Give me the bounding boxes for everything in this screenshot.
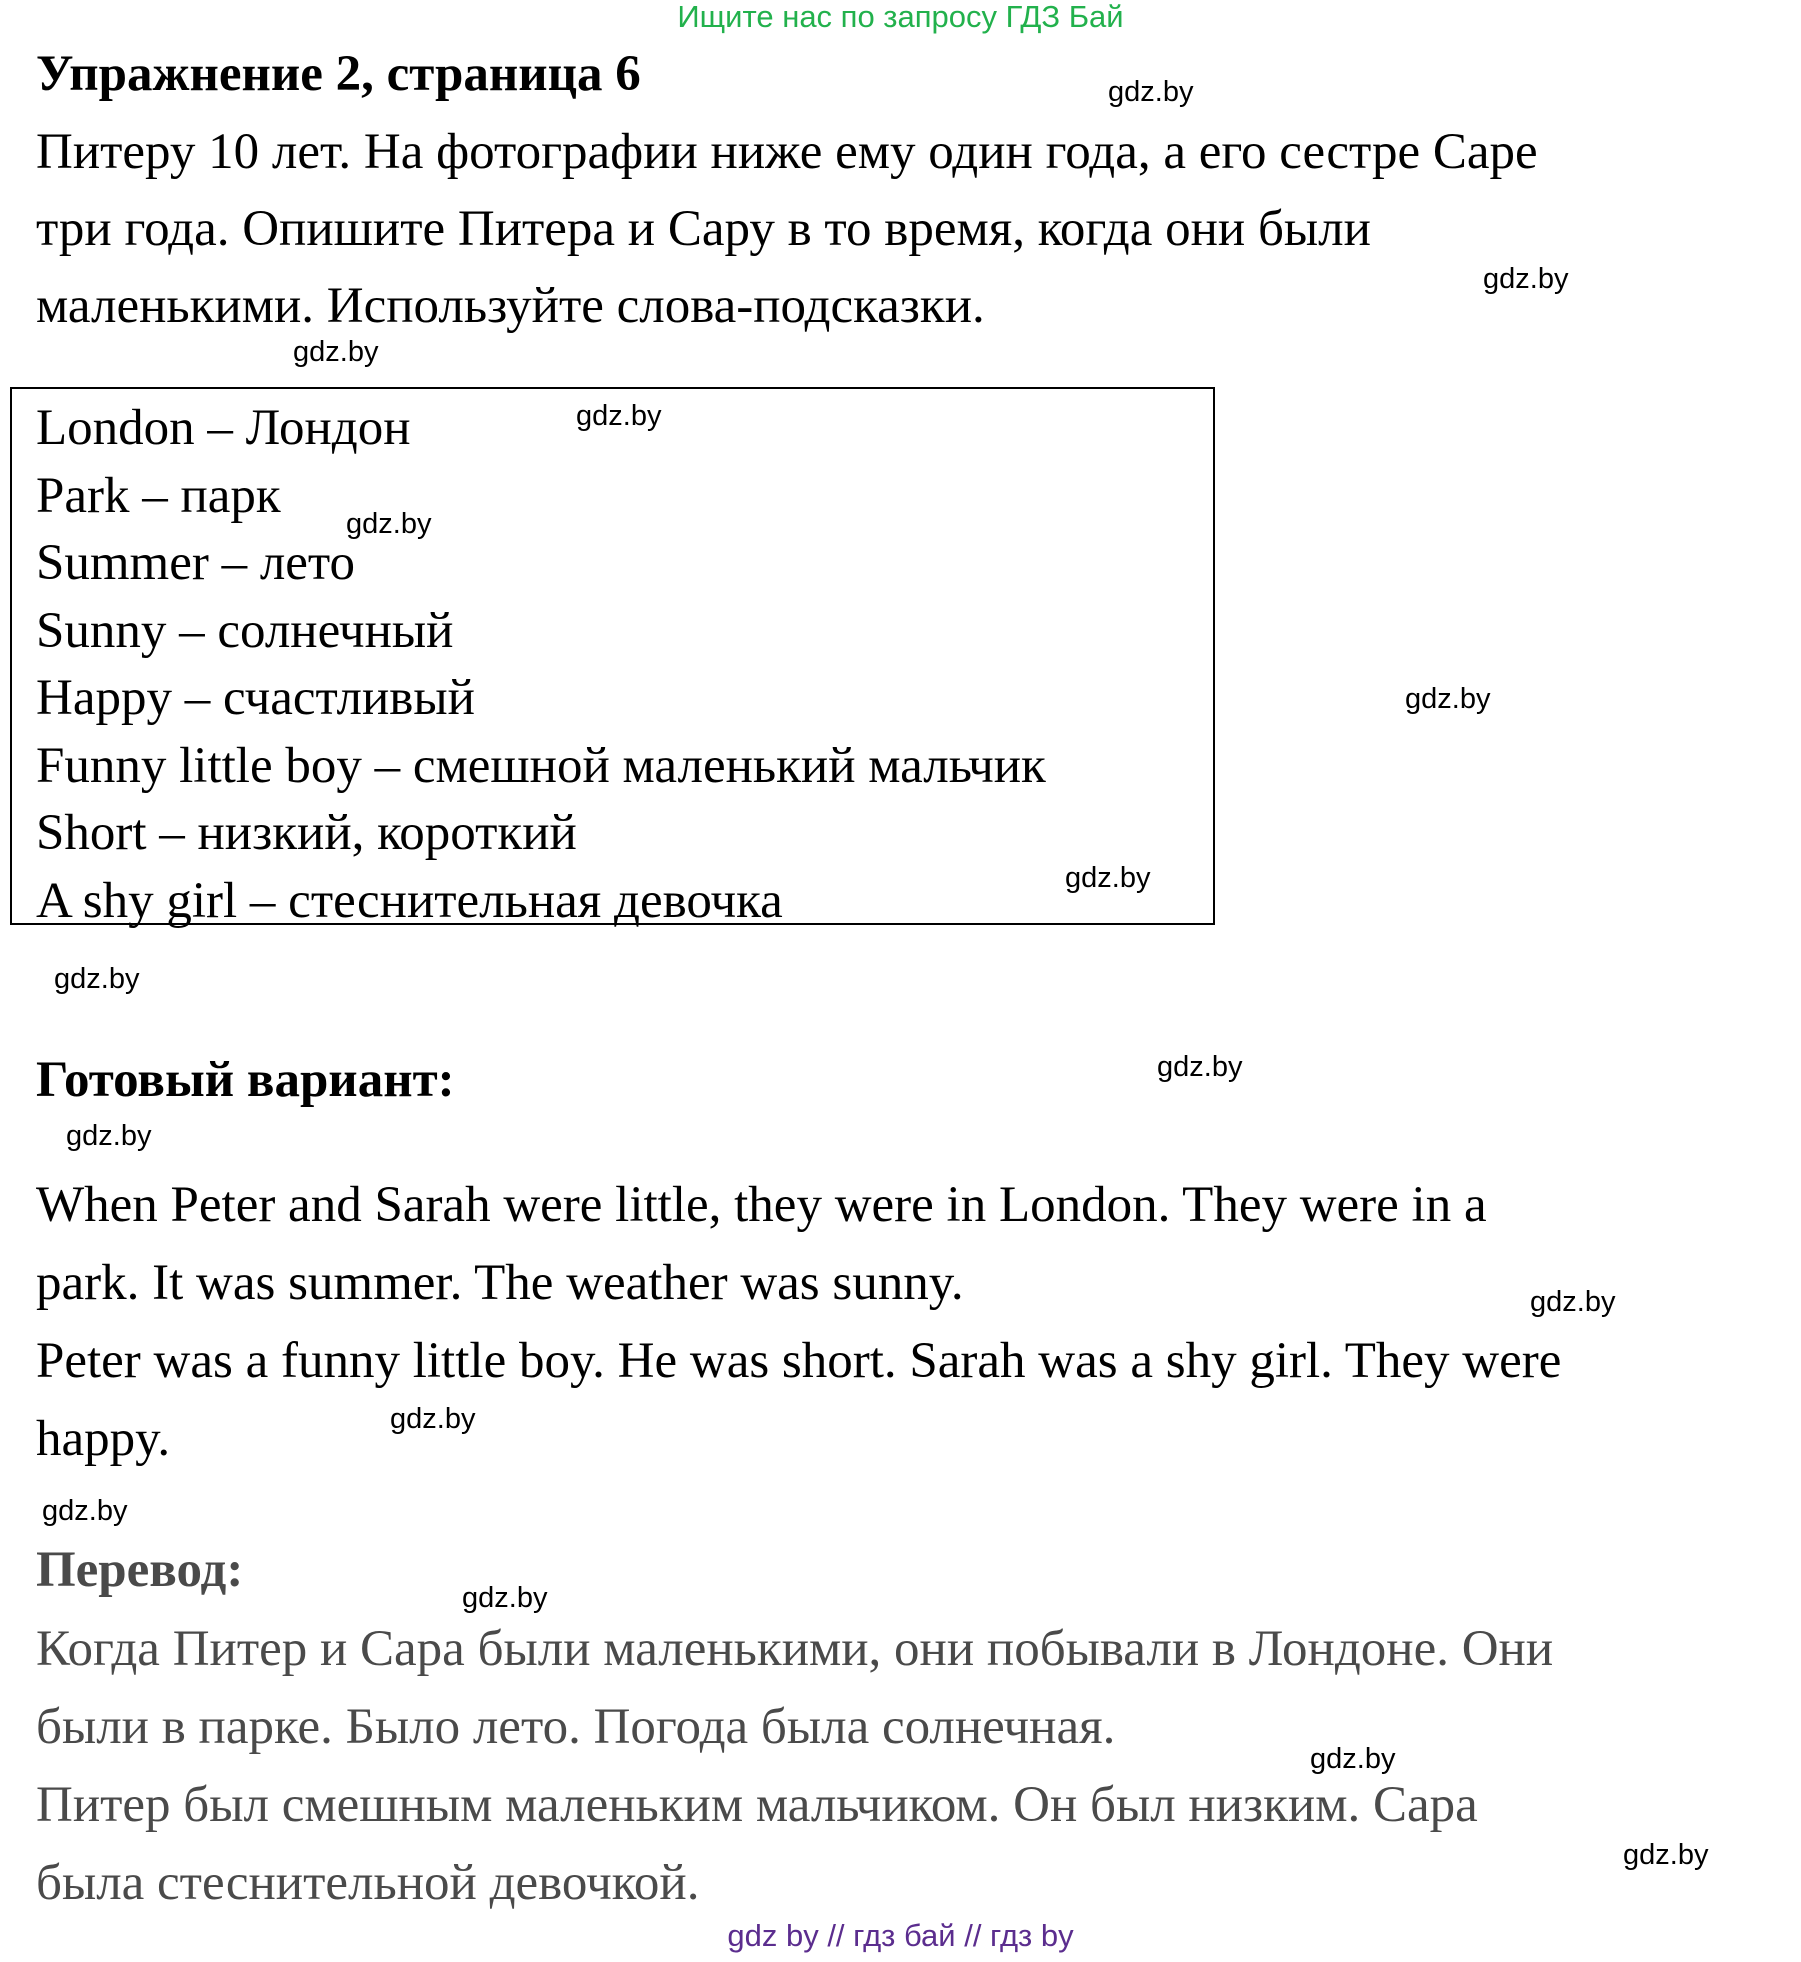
watermark: gdz.by <box>1530 1286 1616 1318</box>
watermark: gdz.by <box>1405 683 1491 715</box>
answer-line: When Peter and Sarah were little, they were in London. They were in a <box>36 1177 1487 1233</box>
watermark: gdz.by <box>390 1403 476 1435</box>
translation-line: была стеснительной девочкой. <box>36 1855 700 1911</box>
instruction-line: маленькими. Используйте слова-подсказки. <box>36 278 985 334</box>
vocabulary-item: Park – парк <box>36 467 281 524</box>
watermark: gdz.by <box>462 1582 548 1614</box>
watermark: gdz.by <box>576 400 662 432</box>
instruction-line: три года. Опишите Питера и Сару в то время, когда они были <box>36 201 1371 257</box>
vocabulary-item: Happy – счастливый <box>36 670 475 726</box>
watermark: gdz.by <box>42 1495 128 1527</box>
vocabulary-item: Funny little boy – смешной маленький мальчик <box>36 737 1046 794</box>
translation-title: Перевод: <box>36 1542 244 1598</box>
answer-line: happy. <box>36 1411 171 1467</box>
answer-title: Готовый вариант: <box>36 1052 455 1108</box>
vocabulary-item: Sunny – солнечный <box>36 602 454 659</box>
vocabulary-item: Summer – лето <box>36 535 356 591</box>
watermark: gdz.by <box>1623 1839 1709 1871</box>
instruction-line: Питеру 10 лет. На фотографии ниже ему один года, а его сестре Саре <box>36 124 1538 180</box>
watermark: gdz.by <box>1108 76 1194 108</box>
vocabulary-item: A shy girl – стеснительная девочка <box>36 872 783 929</box>
translation-line: Питер был смешным маленьким мальчиком. Он был низким. Сара <box>36 1777 1478 1833</box>
watermark: gdz.by <box>346 508 432 540</box>
vocabulary-item: London – Лондон <box>36 400 411 456</box>
watermark: gdz.by <box>66 1120 152 1152</box>
watermark: gdz.by <box>1157 1051 1243 1083</box>
watermark: gdz.by <box>54 963 140 995</box>
exercise-title: Упражнение 2, страница 6 <box>36 46 641 102</box>
exercise-instruction <box>36 114 1538 345</box>
watermark: gdz.by <box>1065 862 1151 894</box>
watermark: gdz.by <box>1483 263 1569 295</box>
watermark: gdz.by <box>1310 1743 1396 1775</box>
footer-links[interactable]: gdz by // гдз бай // гдз by <box>727 1918 1074 1953</box>
answer-line: park. It was summer. The weather was sunny. <box>36 1255 964 1311</box>
answer-text <box>36 1166 1561 1478</box>
translation-line: Когда Питер и Сара были маленькими, они побывали в Лондоне. Они <box>36 1621 1554 1677</box>
vocabulary-list <box>36 395 1046 935</box>
watermark: gdz.by <box>293 336 379 368</box>
answer-line: Peter was a funny little boy. He was short. Sarah was a shy girl. They were <box>36 1333 1562 1389</box>
translation-line: были в парке. Было лето. Погода была солнечная. <box>36 1699 1116 1755</box>
vocabulary-box <box>10 387 1215 929</box>
vocabulary-item: Short – низкий, короткий <box>36 805 577 861</box>
top-banner[interactable]: Ищите нас по запросу ГДЗ Бай <box>677 0 1124 34</box>
